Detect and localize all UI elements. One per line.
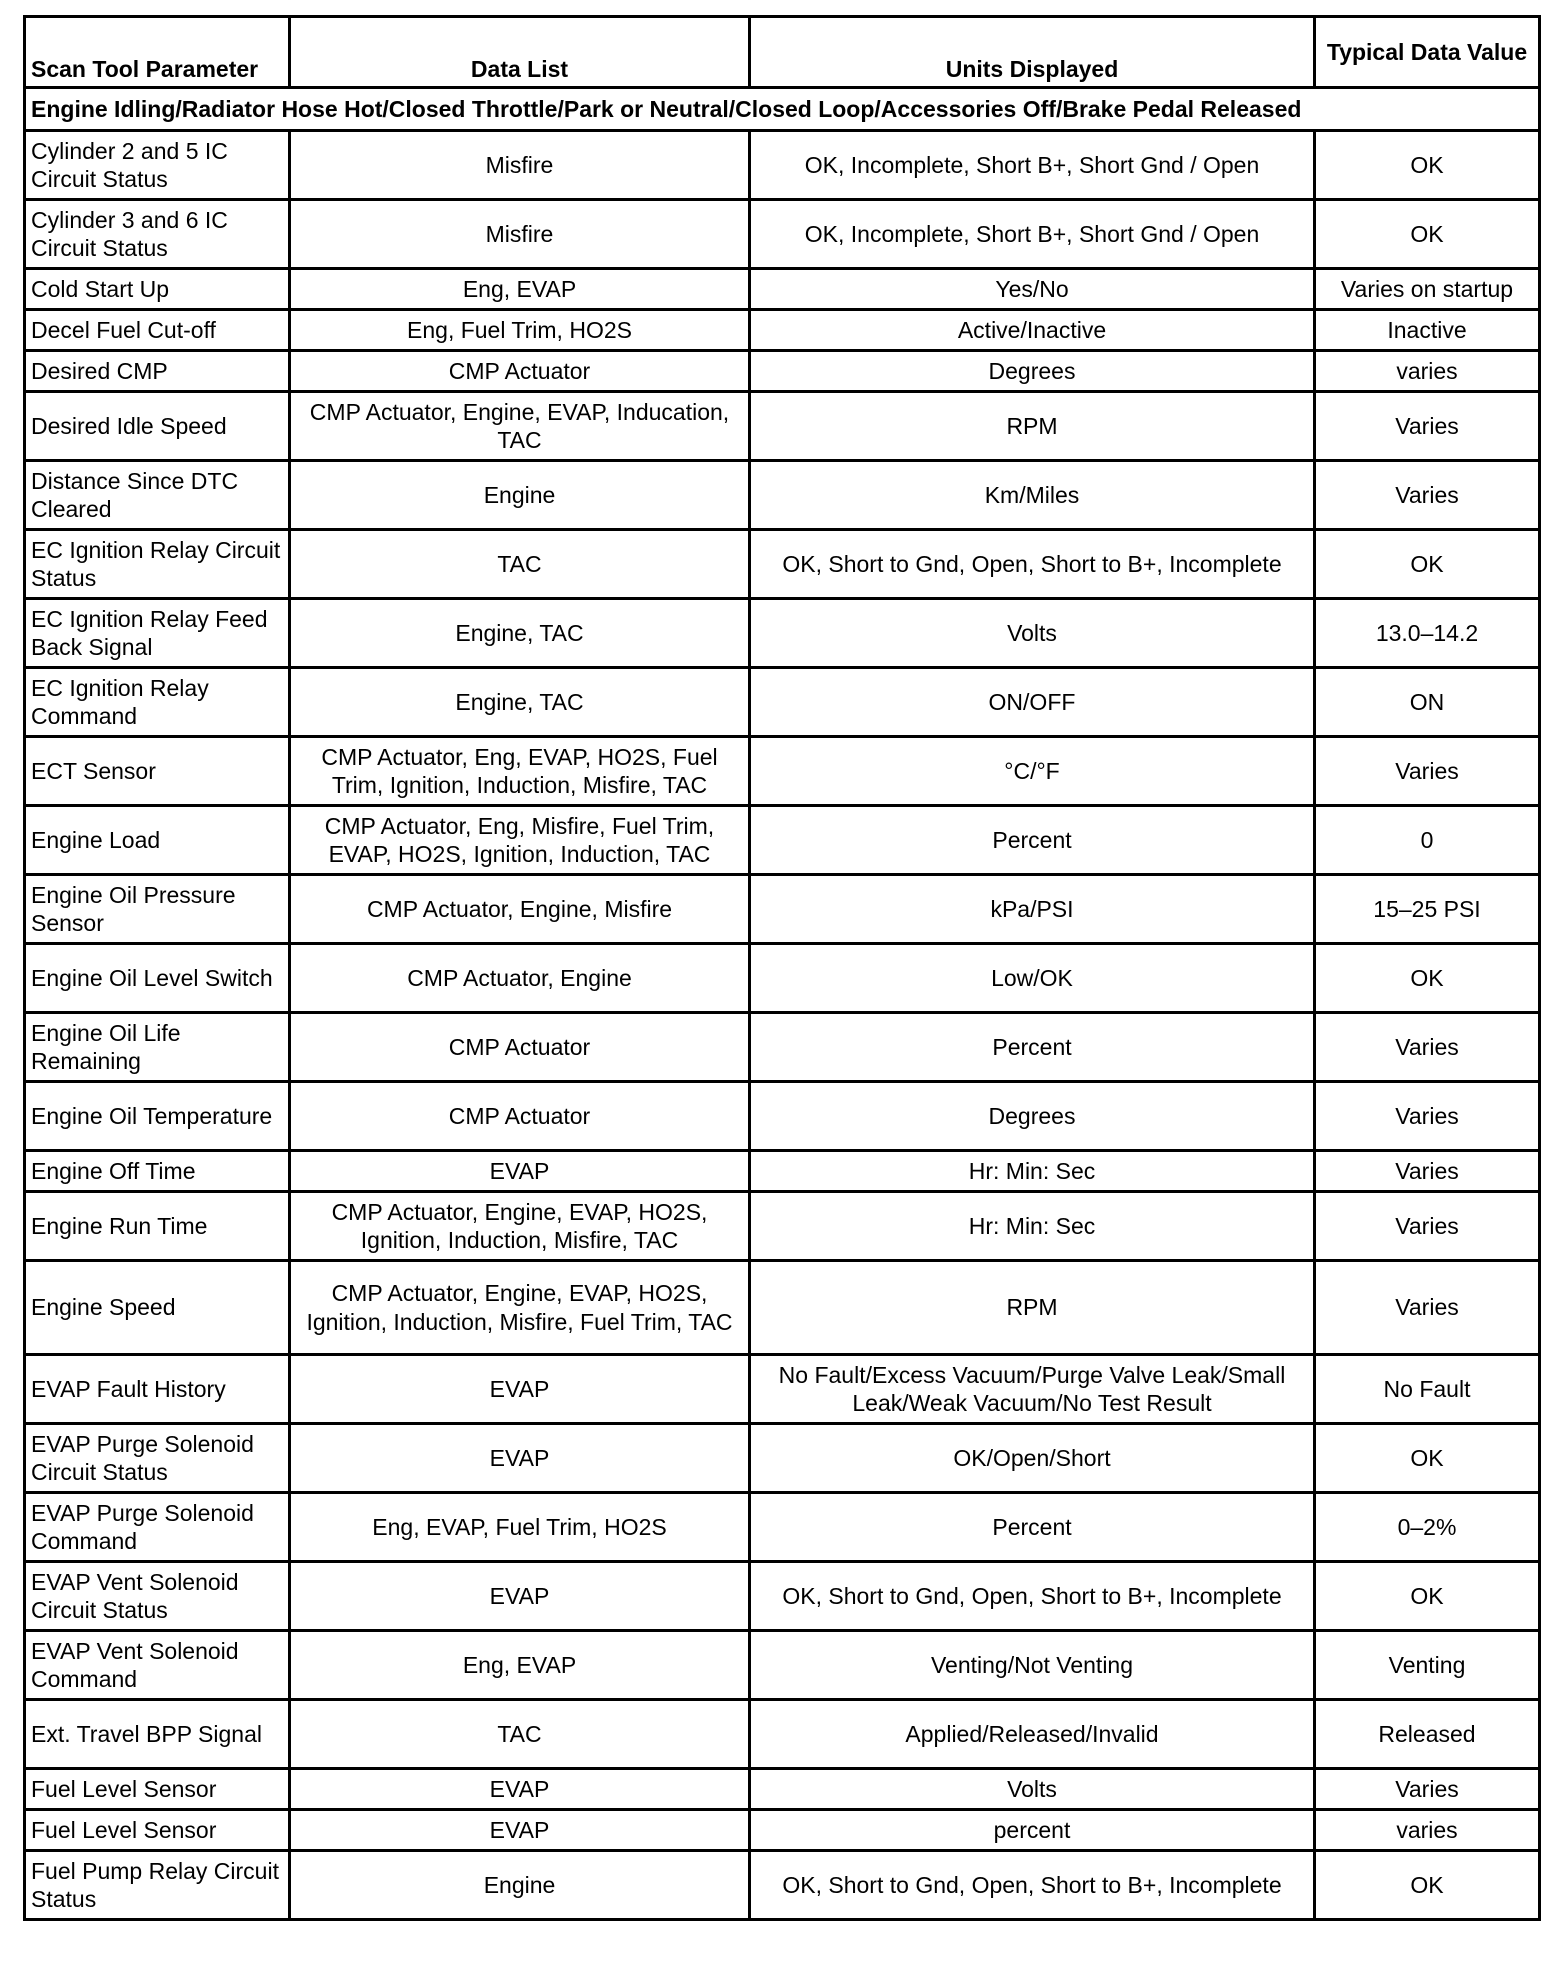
units-cell: Active/Inactive bbox=[750, 310, 1315, 351]
units-cell: OK, Incomplete, Short B+, Short Gnd / Open bbox=[750, 200, 1315, 269]
units-cell: percent bbox=[750, 1810, 1315, 1851]
units-cell: Percent bbox=[750, 806, 1315, 875]
table-row bbox=[25, 1261, 1540, 1355]
typical-value-cell: 0–2% bbox=[1315, 1493, 1540, 1562]
data-list-cell: EVAP bbox=[290, 1810, 750, 1851]
parameter-cell: EC Ignition Relay Command bbox=[25, 668, 290, 737]
units-cell: OK, Short to Gnd, Open, Short to B+, Incomplete bbox=[750, 1851, 1315, 1920]
parameter-cell: EVAP Vent Solenoid Circuit Status bbox=[25, 1562, 290, 1631]
table-row bbox=[25, 200, 1540, 269]
table-row bbox=[25, 1631, 1540, 1700]
units-cell: Hr: Min: Sec bbox=[750, 1192, 1315, 1261]
data-list-cell: CMP Actuator, Engine, Misfire bbox=[290, 875, 750, 944]
table-row bbox=[25, 1192, 1540, 1261]
typical-value-cell: 0 bbox=[1315, 806, 1540, 875]
table-row bbox=[25, 944, 1540, 1013]
table-row bbox=[25, 875, 1540, 944]
typical-value-cell: Varies bbox=[1315, 1151, 1540, 1192]
typical-value-cell: ON bbox=[1315, 668, 1540, 737]
table-row bbox=[25, 269, 1540, 310]
table-row bbox=[25, 461, 1540, 530]
parameter-cell: Cylinder 2 and 5 IC Circuit Status bbox=[25, 131, 290, 200]
table-row bbox=[25, 1151, 1540, 1192]
units-cell: Percent bbox=[750, 1013, 1315, 1082]
data-list-cell: EVAP bbox=[290, 1562, 750, 1631]
units-cell: kPa/PSI bbox=[750, 875, 1315, 944]
typical-value-cell: varies bbox=[1315, 1810, 1540, 1851]
table-row bbox=[25, 131, 1540, 200]
typical-value-cell: 13.0–14.2 bbox=[1315, 599, 1540, 668]
typical-value-cell: Released bbox=[1315, 1700, 1540, 1769]
parameter-cell: EVAP Vent Solenoid Command bbox=[25, 1631, 290, 1700]
typical-value-cell: OK bbox=[1315, 1851, 1540, 1920]
units-cell: Applied/Released/Invalid bbox=[750, 1700, 1315, 1769]
parameter-cell: Engine Oil Pressure Sensor bbox=[25, 875, 290, 944]
typical-value-cell: Varies bbox=[1315, 1013, 1540, 1082]
section-row bbox=[25, 88, 1540, 131]
data-list-cell: Engine, TAC bbox=[290, 668, 750, 737]
table-row bbox=[25, 392, 1540, 461]
units-cell: Degrees bbox=[750, 1082, 1315, 1151]
units-cell: OK, Short to Gnd, Open, Short to B+, Incomplete bbox=[750, 1562, 1315, 1631]
parameter-cell: Engine Oil Level Switch bbox=[25, 944, 290, 1013]
section-title: Engine Idling/Radiator Hose Hot/Closed Throttle/Park or Neutral/Closed Loop/Accessories Off/Brake Pedal Released bbox=[25, 88, 1540, 131]
typical-value-cell: Varies bbox=[1315, 392, 1540, 461]
typical-value-cell: OK bbox=[1315, 1424, 1540, 1493]
data-list-cell: Misfire bbox=[290, 200, 750, 269]
typical-value-cell: 15–25 PSI bbox=[1315, 875, 1540, 944]
units-cell: OK, Short to Gnd, Open, Short to B+, Incomplete bbox=[750, 530, 1315, 599]
units-cell: Low/OK bbox=[750, 944, 1315, 1013]
parameter-cell: EC Ignition Relay Feed Back Signal bbox=[25, 599, 290, 668]
data-list-cell: Misfire bbox=[290, 131, 750, 200]
table-row bbox=[25, 1355, 1540, 1424]
header-scan-tool-parameter: Scan Tool Parameter bbox=[25, 17, 290, 88]
typical-value-cell: OK bbox=[1315, 1562, 1540, 1631]
parameter-cell: Engine Load bbox=[25, 806, 290, 875]
typical-value-cell: OK bbox=[1315, 944, 1540, 1013]
table-row bbox=[25, 1424, 1540, 1493]
table-row bbox=[25, 599, 1540, 668]
data-list-cell: Engine bbox=[290, 1851, 750, 1920]
data-list-cell: CMP Actuator bbox=[290, 351, 750, 392]
data-list-cell: CMP Actuator bbox=[290, 1082, 750, 1151]
header-units-displayed: Units Displayed bbox=[750, 17, 1315, 88]
parameter-cell: Fuel Pump Relay Circuit Status bbox=[25, 1851, 290, 1920]
typical-value-cell: Varies bbox=[1315, 1192, 1540, 1261]
typical-value-cell: OK bbox=[1315, 200, 1540, 269]
parameter-cell: ECT Sensor bbox=[25, 737, 290, 806]
data-list-cell: Eng, EVAP, Fuel Trim, HO2S bbox=[290, 1493, 750, 1562]
header-row bbox=[25, 17, 1540, 88]
table-row bbox=[25, 1013, 1540, 1082]
parameter-cell: Desired CMP bbox=[25, 351, 290, 392]
table-row bbox=[25, 1851, 1540, 1920]
typical-value-cell: varies bbox=[1315, 351, 1540, 392]
table-row bbox=[25, 1562, 1540, 1631]
table-row bbox=[25, 1700, 1540, 1769]
table-row bbox=[25, 806, 1540, 875]
data-list-cell: EVAP bbox=[290, 1151, 750, 1192]
typical-value-cell: Varies on startup bbox=[1315, 269, 1540, 310]
parameter-cell: EC Ignition Relay Circuit Status bbox=[25, 530, 290, 599]
table-row bbox=[25, 668, 1540, 737]
units-cell: ON/OFF bbox=[750, 668, 1315, 737]
parameter-cell: Engine Off Time bbox=[25, 1151, 290, 1192]
data-list-cell: CMP Actuator, Eng, Misfire, Fuel Trim, EVAP, HO2S, Ignition, Induction, TAC bbox=[290, 806, 750, 875]
units-cell: Degrees bbox=[750, 351, 1315, 392]
table-row bbox=[25, 1810, 1540, 1851]
units-cell: OK, Incomplete, Short B+, Short Gnd / Open bbox=[750, 131, 1315, 200]
data-list-cell: CMP Actuator, Engine bbox=[290, 944, 750, 1013]
units-cell: °C/°F bbox=[750, 737, 1315, 806]
data-list-cell: EVAP bbox=[290, 1769, 750, 1810]
parameter-cell: EVAP Fault History bbox=[25, 1355, 290, 1424]
table-row bbox=[25, 530, 1540, 599]
parameter-cell: Distance Since DTC Cleared bbox=[25, 461, 290, 530]
scan-tool-data-table bbox=[23, 15, 1541, 1921]
data-list-cell: CMP Actuator, Engine, EVAP, Inducation, TAC bbox=[290, 392, 750, 461]
parameter-cell: Ext. Travel BPP Signal bbox=[25, 1700, 290, 1769]
units-cell: RPM bbox=[750, 1261, 1315, 1355]
table-row bbox=[25, 1769, 1540, 1810]
data-list-cell: CMP Actuator bbox=[290, 1013, 750, 1082]
units-cell: RPM bbox=[750, 392, 1315, 461]
units-cell: Percent bbox=[750, 1493, 1315, 1562]
data-list-cell: EVAP bbox=[290, 1424, 750, 1493]
typical-value-cell: OK bbox=[1315, 131, 1540, 200]
data-list-cell: EVAP bbox=[290, 1355, 750, 1424]
typical-value-cell: Venting bbox=[1315, 1631, 1540, 1700]
data-list-cell: Eng, Fuel Trim, HO2S bbox=[290, 310, 750, 351]
data-list-cell: Engine, TAC bbox=[290, 599, 750, 668]
units-cell: Volts bbox=[750, 1769, 1315, 1810]
typical-value-cell: Varies bbox=[1315, 1769, 1540, 1810]
data-list-cell: CMP Actuator, Engine, EVAP, HO2S, Ignition, Induction, Misfire, TAC bbox=[290, 1192, 750, 1261]
parameter-cell: Engine Speed bbox=[25, 1261, 290, 1355]
parameter-cell: Desired Idle Speed bbox=[25, 392, 290, 461]
header-typical-data-value: Typical Data Value bbox=[1315, 17, 1540, 88]
parameter-cell: Engine Run Time bbox=[25, 1192, 290, 1261]
data-list-cell: TAC bbox=[290, 530, 750, 599]
table-row bbox=[25, 737, 1540, 806]
typical-value-cell: Varies bbox=[1315, 1261, 1540, 1355]
table-row bbox=[25, 351, 1540, 392]
parameter-cell: Decel Fuel Cut-off bbox=[25, 310, 290, 351]
units-cell: OK/Open/Short bbox=[750, 1424, 1315, 1493]
parameter-cell: Engine Oil Life Remaining bbox=[25, 1013, 290, 1082]
table-row bbox=[25, 310, 1540, 351]
units-cell: No Fault/Excess Vacuum/Purge Valve Leak/Small Leak/Weak Vacuum/No Test Result bbox=[750, 1355, 1315, 1424]
typical-value-cell: Varies bbox=[1315, 461, 1540, 530]
parameter-cell: Fuel Level Sensor bbox=[25, 1810, 290, 1851]
table-row bbox=[25, 1082, 1540, 1151]
units-cell: Venting/Not Venting bbox=[750, 1631, 1315, 1700]
parameter-cell: Cold Start Up bbox=[25, 269, 290, 310]
typical-value-cell: Inactive bbox=[1315, 310, 1540, 351]
typical-value-cell: Varies bbox=[1315, 737, 1540, 806]
typical-value-cell: OK bbox=[1315, 530, 1540, 599]
header-data-list: Data List bbox=[290, 17, 750, 88]
parameter-cell: Cylinder 3 and 6 IC Circuit Status bbox=[25, 200, 290, 269]
data-list-cell: CMP Actuator, Eng, EVAP, HO2S, Fuel Trim, Ignition, Induction, Misfire, TAC bbox=[290, 737, 750, 806]
parameter-cell: Fuel Level Sensor bbox=[25, 1769, 290, 1810]
data-list-cell: Eng, EVAP bbox=[290, 1631, 750, 1700]
typical-value-cell: No Fault bbox=[1315, 1355, 1540, 1424]
parameter-cell: Engine Oil Temperature bbox=[25, 1082, 290, 1151]
typical-value-cell: Varies bbox=[1315, 1082, 1540, 1151]
units-cell: Yes/No bbox=[750, 269, 1315, 310]
data-list-cell: Eng, EVAP bbox=[290, 269, 750, 310]
data-list-cell: Engine bbox=[290, 461, 750, 530]
units-cell: Km/Miles bbox=[750, 461, 1315, 530]
table-row bbox=[25, 1493, 1540, 1562]
data-list-cell: TAC bbox=[290, 1700, 750, 1769]
table-body bbox=[25, 88, 1540, 1920]
units-cell: Hr: Min: Sec bbox=[750, 1151, 1315, 1192]
parameter-cell: EVAP Purge Solenoid Command bbox=[25, 1493, 290, 1562]
data-list-cell: CMP Actuator, Engine, EVAP, HO2S, Ignition, Induction, Misfire, Fuel Trim, TAC bbox=[290, 1261, 750, 1355]
parameter-cell: EVAP Purge Solenoid Circuit Status bbox=[25, 1424, 290, 1493]
units-cell: Volts bbox=[750, 599, 1315, 668]
